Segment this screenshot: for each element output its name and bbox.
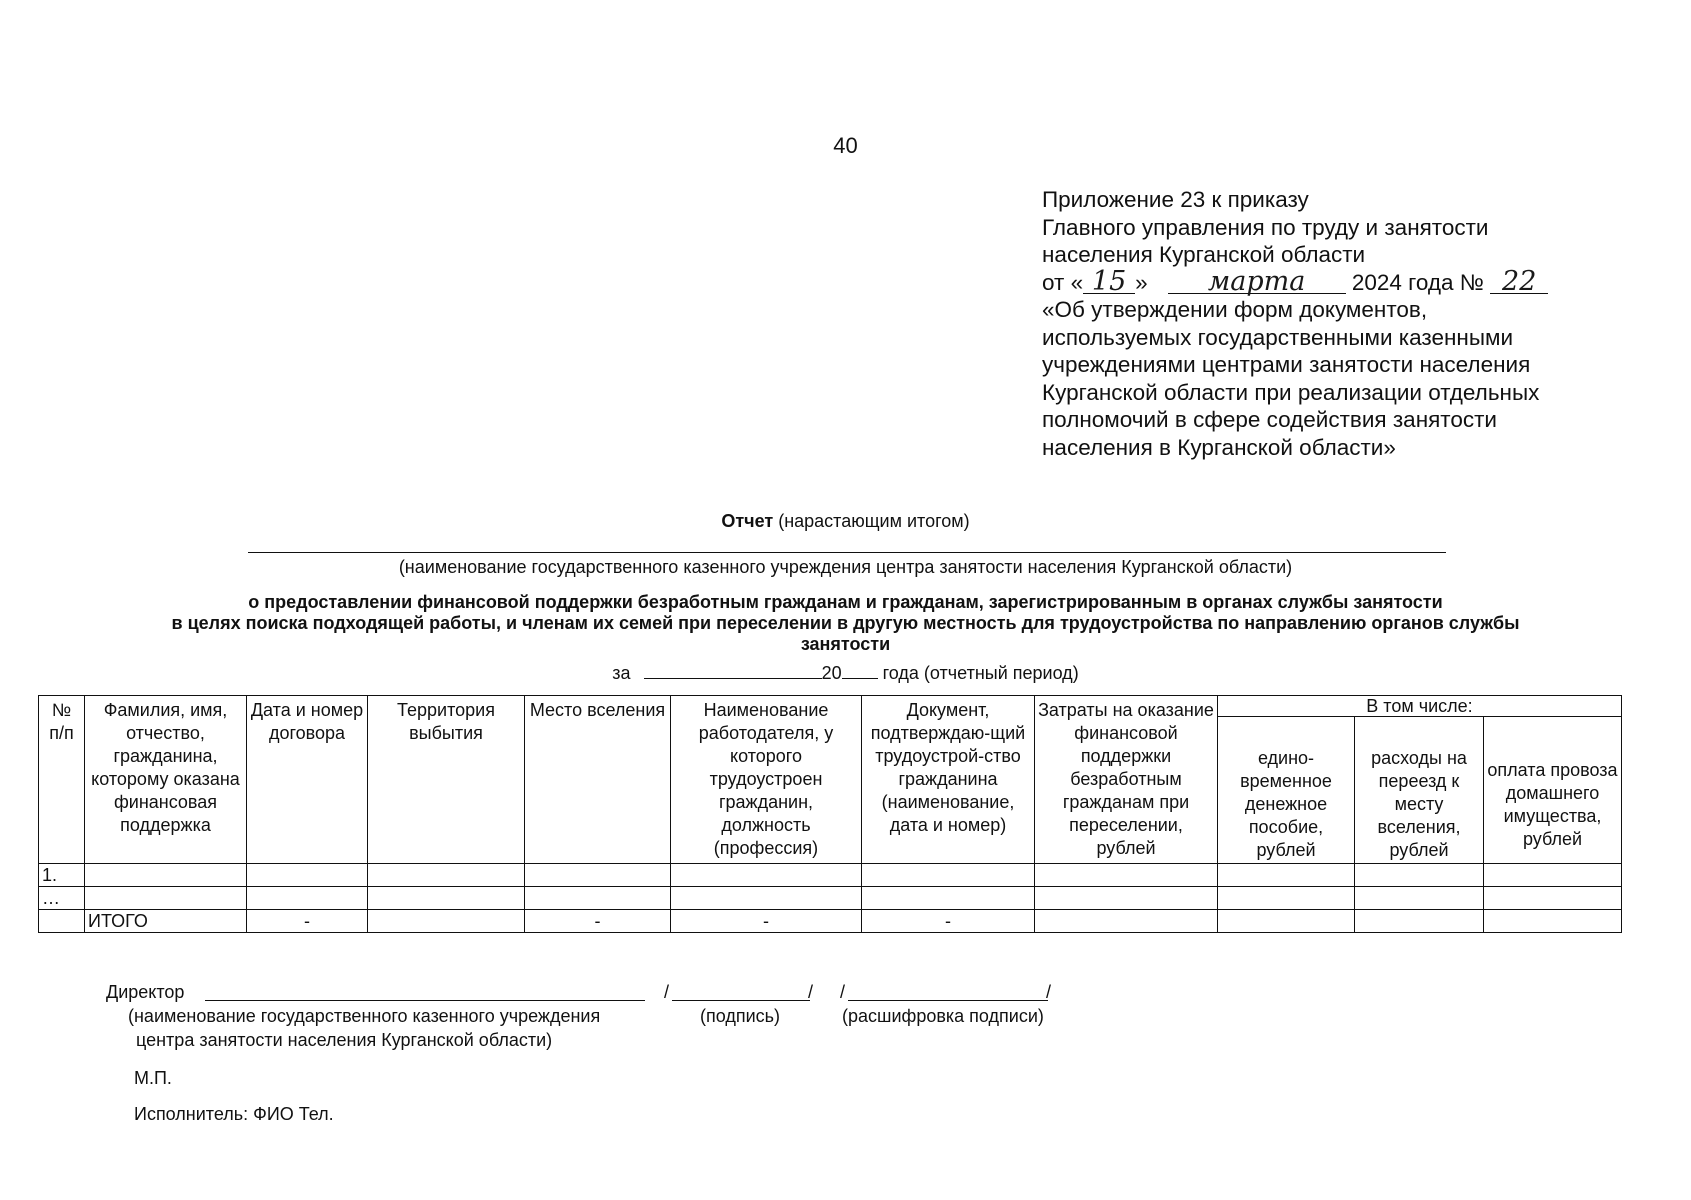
subject-line: в целях поиска подходящей работы, и членам их семей при переселении в другую местность для трудоустройства по направлению органов службы xyxy=(171,613,1520,633)
header-employer: Наименование работодателя, у которого трудоустроен гражданин, должность (профессия) xyxy=(671,696,862,864)
table-cell: - xyxy=(671,910,862,933)
table-cell: - xyxy=(525,910,671,933)
period-suffix: года (отчетный период) xyxy=(882,663,1079,683)
year-blank xyxy=(842,664,878,679)
table-cell xyxy=(39,910,85,933)
table-cell xyxy=(525,864,671,887)
annex-block xyxy=(1042,186,1662,461)
report-table xyxy=(38,695,1622,933)
table-cell xyxy=(525,887,671,910)
annex-title-line: используемых государственными казенными xyxy=(1042,324,1514,350)
header-lump-sum: едино-временное денежное пособие, рублей xyxy=(1218,717,1355,864)
date-quote-close: » xyxy=(1135,269,1148,295)
table-cell xyxy=(1355,910,1484,933)
signature-line xyxy=(672,1000,810,1001)
executor-line: Исполнитель: ФИО Тел. xyxy=(134,1104,334,1124)
table-cell xyxy=(1035,910,1218,933)
org-caption-line: (наименование государственного казенного учреждения xyxy=(128,1006,601,1026)
stamp-place: М.П. xyxy=(134,1068,172,1088)
table-row-total xyxy=(39,910,1622,933)
handwritten-day: 15 xyxy=(1083,271,1135,294)
date-year-text: 2024 года № xyxy=(1351,269,1484,295)
org-caption-line: центра занятости населения Курганской области) xyxy=(136,1030,553,1050)
table-cell: - xyxy=(862,910,1035,933)
header-expenses: Затраты на оказание финансовой поддержки безработным гражданам при переселении, рублей xyxy=(1035,696,1218,864)
annex-title-line: учреждениями центрами занятости населения xyxy=(1042,352,1531,377)
header-full-name: Фамилия, имя, отчество, гражданина, которому оказана финансовая поддержка xyxy=(85,696,247,864)
decoding-caption: (расшифровка подписи) xyxy=(842,1006,1044,1026)
slash: / xyxy=(808,982,814,1002)
table-cell xyxy=(671,864,862,887)
table-cell xyxy=(862,864,1035,887)
table-cell xyxy=(1035,864,1218,887)
table-cell xyxy=(247,887,368,910)
header-group-including: В том числе: xyxy=(1218,696,1622,717)
table-cell xyxy=(1484,910,1622,933)
header-settlement-place: Место вселения xyxy=(525,696,671,864)
slash: / xyxy=(840,982,846,1002)
annex-line: населения Курганской области xyxy=(1042,242,1366,267)
table-cell: 1. xyxy=(39,864,85,887)
date-prefix: от « xyxy=(1042,269,1084,295)
page-number: 40 xyxy=(833,133,858,158)
table-cell xyxy=(671,887,862,910)
org-caption: (наименование государственного казенного учреждения центра занятости населения Курганской области) xyxy=(398,557,1293,577)
header-employment-document: Документ, подтверждаю-щий трудоустрой-ство гражданина (наименование, дата и номер) xyxy=(862,696,1035,864)
table-cell xyxy=(1035,887,1218,910)
director-org-line xyxy=(205,1000,645,1001)
table-cell: … xyxy=(39,887,85,910)
table-cell: - xyxy=(247,910,368,933)
table-cell xyxy=(368,887,525,910)
subject-line: о предоставлении финансовой поддержки безработным гражданам и гражданам, зарегистрированным в органах службы занятости xyxy=(248,592,1443,612)
annex-title-line: населения в Курганской области» xyxy=(1042,434,1396,460)
period-blank xyxy=(644,664,822,679)
table-cell xyxy=(368,910,525,933)
annex-line: Главного управления по труду и занятости xyxy=(1042,214,1489,240)
table-cell xyxy=(85,864,247,887)
report-title xyxy=(0,511,1691,532)
annex-title-line: полномочий в сфере содействия занятости xyxy=(1042,407,1497,432)
annex-title-line: Курганской области при реализации отдельных xyxy=(1042,379,1540,405)
slash: / xyxy=(664,982,670,1002)
table-cell xyxy=(85,887,247,910)
annex-date-line xyxy=(1042,265,1662,297)
table-row xyxy=(39,887,1622,910)
report-period xyxy=(0,663,1691,684)
header-property-transport: оплата провоза домашнего имущества, рублей xyxy=(1484,717,1622,864)
header-contract: Дата и номер договора xyxy=(247,696,368,864)
slash: / xyxy=(1046,982,1052,1002)
table-cell xyxy=(1355,887,1484,910)
handwritten-month: марта xyxy=(1168,271,1346,294)
report-title-rest: (нарастающим итогом) xyxy=(778,511,970,531)
table-row xyxy=(39,864,1622,887)
handwritten-order-number: 22 xyxy=(1490,271,1548,294)
table-cell xyxy=(1484,887,1622,910)
subject-line: занятости xyxy=(800,634,891,654)
table-cell xyxy=(247,864,368,887)
table-cell xyxy=(1218,864,1355,887)
period-prefix: за xyxy=(612,663,631,683)
annex-title-line: «Об утверждении форм документов, xyxy=(1042,297,1428,322)
director-label: Директор xyxy=(106,982,185,1002)
decoding-line xyxy=(848,1000,1048,1001)
table-cell xyxy=(1355,864,1484,887)
header-departure-territory: Территория выбытия xyxy=(368,696,525,864)
header-number: № п/п xyxy=(39,696,85,864)
org-name-line xyxy=(248,552,1446,553)
header-relocation-costs: расходы на переезд к месту вселения, рублей xyxy=(1355,717,1484,864)
table-cell xyxy=(862,887,1035,910)
annex-line: Приложение 23 к приказу xyxy=(1042,187,1309,212)
table-cell xyxy=(368,864,525,887)
total-label: ИТОГО xyxy=(85,910,247,933)
period-year: 20 xyxy=(821,663,842,683)
table-cell xyxy=(1218,887,1355,910)
report-subject xyxy=(60,592,1631,655)
report-title-bold: Отчет xyxy=(721,511,774,531)
signature-caption: (подпись) xyxy=(700,1006,781,1026)
table-cell xyxy=(1218,910,1355,933)
table-cell xyxy=(1484,864,1622,887)
